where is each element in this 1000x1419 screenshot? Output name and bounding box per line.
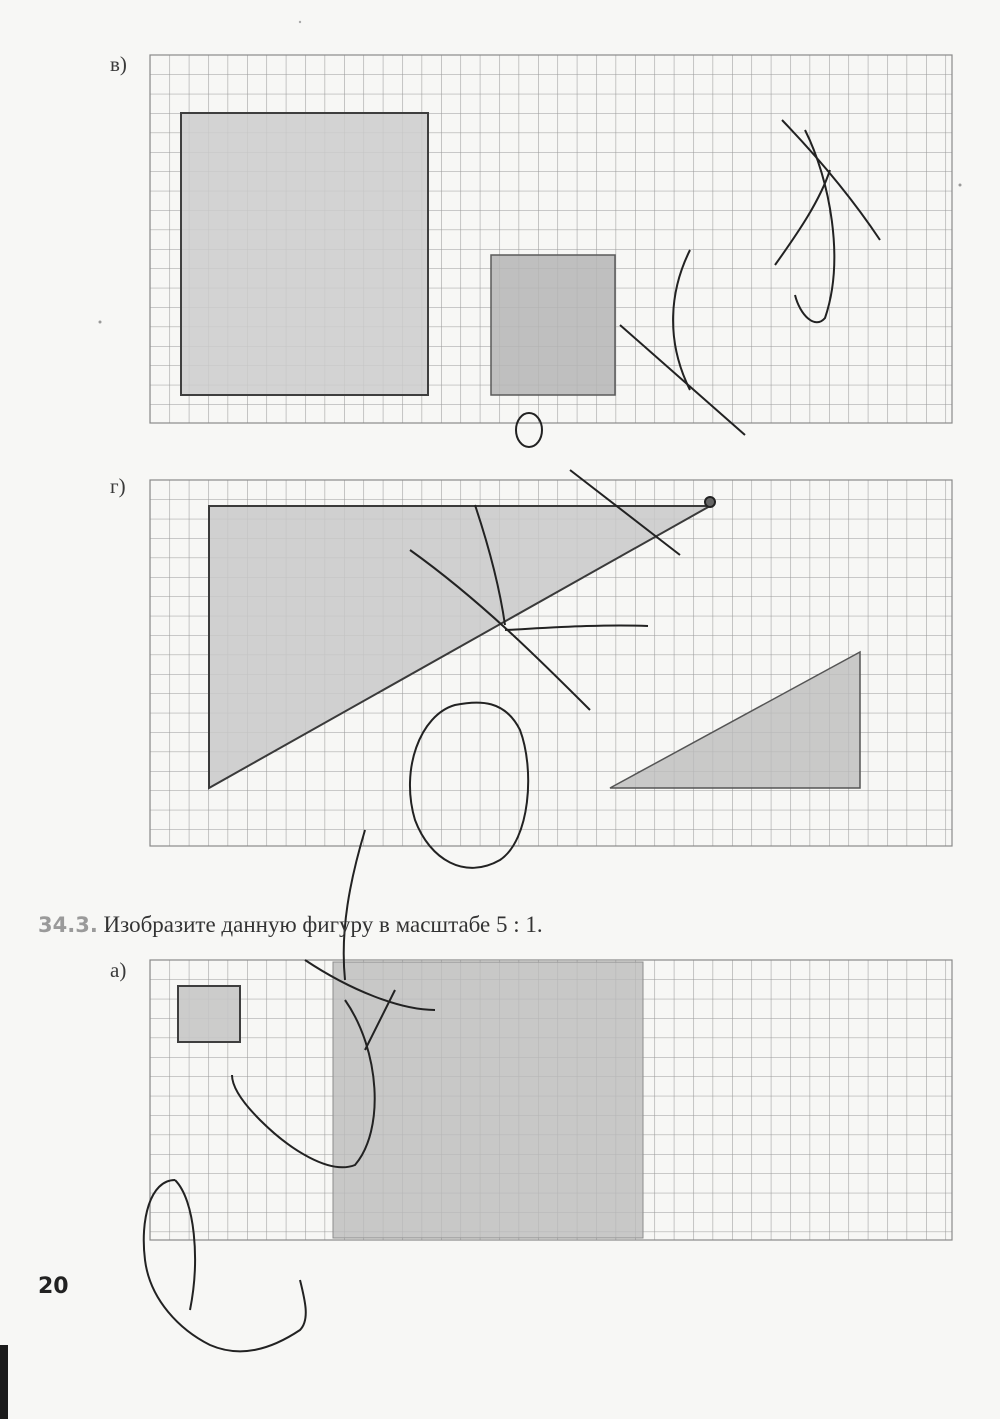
task-text: Изобразите данную фигуру в масштабе 5 : 1. [103,912,543,937]
scaled-square-a [333,962,643,1238]
paper-speck [299,21,301,23]
task-heading [38,912,543,938]
grid-a [144,830,952,1351]
scan-edge-mark [0,1345,8,1419]
grid-g [150,470,952,868]
paper-speck [99,321,102,324]
part-label-a: а) [110,958,127,982]
large-square-v [181,113,428,395]
small-square-a [178,986,240,1042]
part-label-g: г) [110,474,126,498]
small-square-v [491,255,615,395]
paper-speck [959,184,962,187]
grid-v [150,55,952,447]
page-number: 20 [38,1274,69,1299]
task-number: 34.3. [38,913,98,937]
part-label-v: в) [110,52,127,76]
